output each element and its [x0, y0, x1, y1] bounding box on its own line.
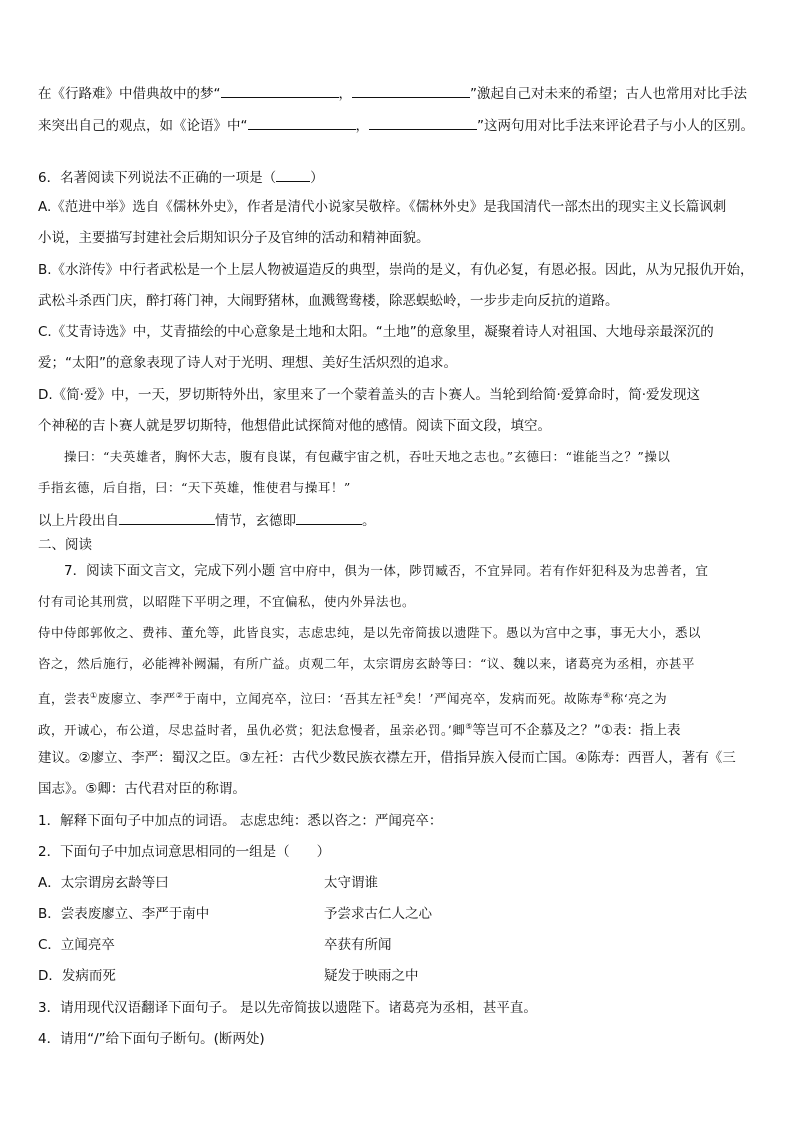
classical-text-line: 侍中侍郎郭攸之、费祎、董允等，此皆良实，志虑忠纯，是以先帝简拔以遗陛下。愚以为宫中之事，事无大小，悉以	[38, 625, 702, 640]
text: ”这两句用对比手法来评论君子与小人的区别。	[477, 118, 754, 134]
text: 在《行路难》中借典故中的梦“	[38, 86, 221, 102]
option-b-line1: B.《水浒传》中行者武松是一个上层人物被逼造反的典型，崇尚的是义，有仇必复，有恩必报。因此，从为兄报仇开始，	[38, 262, 754, 278]
question-7-line1	[64, 561, 756, 581]
sub-question-4: 4．请用“/”给下面句子断句。(断两处)	[38, 1031, 265, 1047]
text: 矣！’严闻亮卒，发病而死。故陈寿	[403, 691, 604, 707]
text: 政，开诚心，布公道，尽忠益时者，虽仇必赏；犯法怠慢者，虽亲必罚。’卿	[38, 722, 466, 738]
text-line	[38, 114, 756, 136]
section-title: 二、阅读	[38, 537, 92, 553]
footnote-mark: ⑤	[465, 722, 473, 731]
text: ）	[310, 170, 324, 186]
text-line	[38, 82, 756, 104]
answer-blank[interactable]	[276, 166, 310, 182]
footnote-line: 建议。②廖立、李严：蜀汉之臣。③左衽：古代少数民族衣襟左开，借指异族入侵而亡国。④陈寿：西晋人，著有《三	[38, 750, 736, 766]
fill-blank[interactable]	[369, 114, 477, 130]
option-row-b	[38, 904, 756, 924]
text: 。	[362, 513, 376, 529]
option-a-line2: 小说，主要描写封建社会后期知识分子及官绅的活动和精神面貌。	[38, 230, 430, 246]
passage-fill	[38, 509, 756, 531]
option-left: C．立闻亮卒	[38, 937, 115, 953]
text: 以上片段出自	[38, 513, 119, 529]
option-a-line1: A.《范进中举》选自《儒林外史》，作者是清代小说家吴敬梓。《儒林外史》是我国清代一部杰出的现实主义长篇讽刺	[38, 199, 727, 215]
option-right: 予尝求古仁人之心	[324, 906, 432, 922]
option-right: 太守谓谁	[324, 875, 378, 891]
passage-line2: 手指玄德，后自指，曰：“天下英雄，惟使君与操耳！”	[38, 480, 351, 495]
sub-question-1: 1．解释下面句子中加点的词语。 志虑忠纯：悉以咨之：严闻亮卒：	[38, 813, 443, 829]
text: 直，尝表	[38, 691, 91, 707]
option-c-line2: 爱；“太阳”的意象表现了诗人对于光明、理想、美好生活炽烈的追求。	[38, 355, 457, 371]
option-left: B．尝表废廖立、李严于南中	[38, 906, 210, 922]
option-row-c	[38, 935, 756, 955]
fill-blank[interactable]	[248, 114, 356, 130]
sub-question-2: 2．下面句子中加点词意思相同的一组是（ ）	[38, 844, 331, 860]
footnote-mark: ④	[603, 691, 611, 700]
footnote-line: 国志》。⑤卿：古代君对臣的称谓。	[38, 781, 246, 797]
option-row-d	[38, 966, 756, 986]
text: ，	[338, 86, 352, 102]
option-right: 疑发于映雨之中	[324, 968, 419, 984]
text: 于南中，立闻亮卒，泣曰：‘吾其左衽	[183, 691, 396, 707]
footnote-mark: ③	[395, 691, 404, 700]
option-d-line2: 个神秘的吉卜赛人就是罗切斯特，他想借此试探简对他的感情。阅读下面文段，填空。	[38, 418, 551, 434]
option-left: A．太宗谓房玄龄等曰	[38, 875, 169, 891]
question-6-stem	[38, 166, 756, 188]
footnote-mark: ②	[175, 691, 184, 700]
passage-line1: 操曰：“夫英雄者，胸怀大志，腹有良谋，有包藏宇宙之机，吞吐天地之志也。”玄德曰：“谁能当之？”操以	[64, 449, 671, 464]
sub-question-3: 3．请用现代汉语翻译下面句子。 是以先帝简拔以遗陛下。诸葛亮为丞相，甚平直。	[38, 1000, 537, 1016]
text: 废廖立、李严	[97, 691, 176, 707]
text: 6．名著阅读下列说法不正确的一项是（	[38, 170, 277, 186]
option-b-line2: 武松斗杀西门庆，醉打蒋门神，大闹野猪林，血溅鸳鸯楼，除恶蜈蚣岭，一步步走向反抗的道路。	[38, 293, 619, 309]
text: 来突出自己的观点，如《论语》中“	[38, 118, 248, 134]
classical-text-line	[38, 686, 756, 709]
text: ，	[355, 118, 369, 134]
text: 等岂可不企慕及之？”①表：指上表	[472, 722, 681, 739]
classical-text-line	[38, 717, 756, 741]
classical-text: 宫中府中，俱为一体，陟罚臧否，不宜异同。若有作奸犯科及为忠善者，宜	[279, 563, 709, 578]
text: 称‘亮之为	[610, 691, 668, 707]
fill-blank[interactable]	[296, 509, 362, 525]
text: 7．阅读下面文言文，完成下列小题	[64, 563, 276, 579]
footnote-mark: ①	[90, 691, 98, 700]
classical-text-line: 咨之，然后施行，必能裨补阙漏，有所广益。贞观二年，太宗谓房玄龄等曰：“议、魏以来，诸葛亮为丞相，亦甚平	[38, 656, 695, 671]
fill-blank[interactable]	[221, 82, 339, 98]
text: ”激起自己对未来的希望；古人也常用对比手法	[470, 86, 747, 102]
option-row-a	[38, 873, 756, 893]
fill-blank[interactable]	[352, 82, 470, 98]
text: 情节，玄德即	[215, 513, 296, 529]
fill-blank[interactable]	[119, 509, 215, 525]
option-d-line1: D.《简·爱》中，一天，罗切斯特外出，家里来了一个蒙着盖头的吉卜赛人。当轮到给简·爱算命时，简·爱发现这	[38, 387, 701, 403]
classical-text-line: 付有司论其刑赏，以昭陛下平明之理，不宜偏私，使内外异法也。	[38, 594, 416, 609]
option-right: 卒获有所闻	[324, 937, 392, 953]
option-left: D．发病而死	[38, 968, 116, 984]
option-c-line1: C.《艾青诗选》中，艾青描绘的中心意象是土地和太阳。“土地”的意象里，凝聚着诗人对祖国、大地母亲最深沉的	[38, 324, 714, 340]
